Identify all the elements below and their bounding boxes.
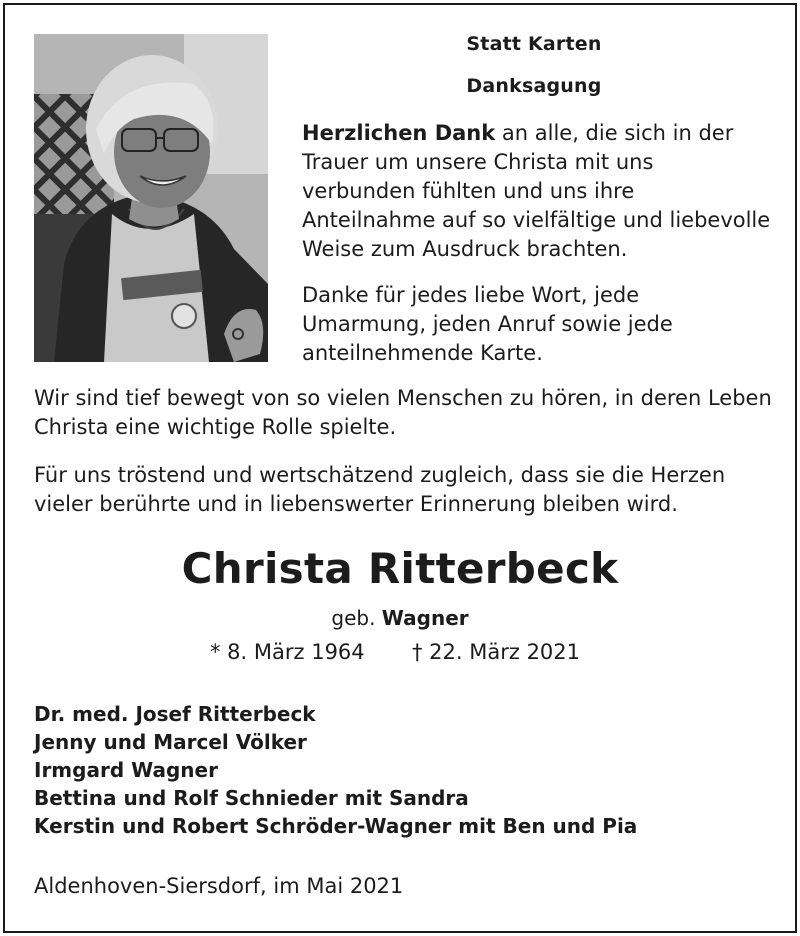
deceased-name: Christa Ritterbeck [181, 544, 619, 593]
comfort-paragraph: Für uns tröstend und wertschätzend zugleich, dass sie die Herzen vieler berührte und in liebenswerter Erinnerung bleiben wird. [34, 463, 726, 516]
family-member: Bettina und Rolf Schnieder mit Sandra [34, 786, 469, 810]
birth-date: * 8. März 1964 [210, 640, 365, 664]
moved-paragraph: Wir sind tief bewegt von so vielen Menschen zu hören, in deren Leben Christa eine wichtige Rolle spielte. [34, 386, 772, 439]
thanks-paragraph: Danke für jedes liebe Wort, jede Umarmung, jeden Anruf sowie jede anteilnehmende Karte. [302, 283, 673, 365]
place-and-date: Aldenhoven-Siersdorf, im Mai 2021 [34, 874, 404, 898]
intro-paragraph [302, 119, 772, 264]
death-date: † 22. März 2021 [412, 640, 581, 664]
family-member: Kerstin und Robert Schröder-Wagner mit Ben und Pia [34, 814, 638, 838]
intro-text: an alle, die sich in der Trauer um unsere Christa mit uns verbunden fühlten und uns ihre Anteilnahme auf so vielfältige und liebevolle Weise zum Ausdruck brachten. [302, 121, 771, 261]
maiden-name-line [0, 606, 800, 630]
danksagung-heading: Danksagung [466, 75, 602, 97]
geb-prefix: geb. [331, 606, 382, 630]
portrait-photo [34, 34, 268, 362]
statt-karten-heading: Statt Karten [466, 33, 602, 55]
maiden-name: Wagner [381, 606, 469, 630]
family-list [34, 700, 637, 840]
intro-bold-lead: Herzlichen Dank [302, 121, 496, 145]
family-member: Jenny und Marcel Völker [34, 730, 307, 754]
family-member: Dr. med. Josef Ritterbeck [34, 702, 316, 726]
family-member: Irmgard Wagner [34, 758, 218, 782]
